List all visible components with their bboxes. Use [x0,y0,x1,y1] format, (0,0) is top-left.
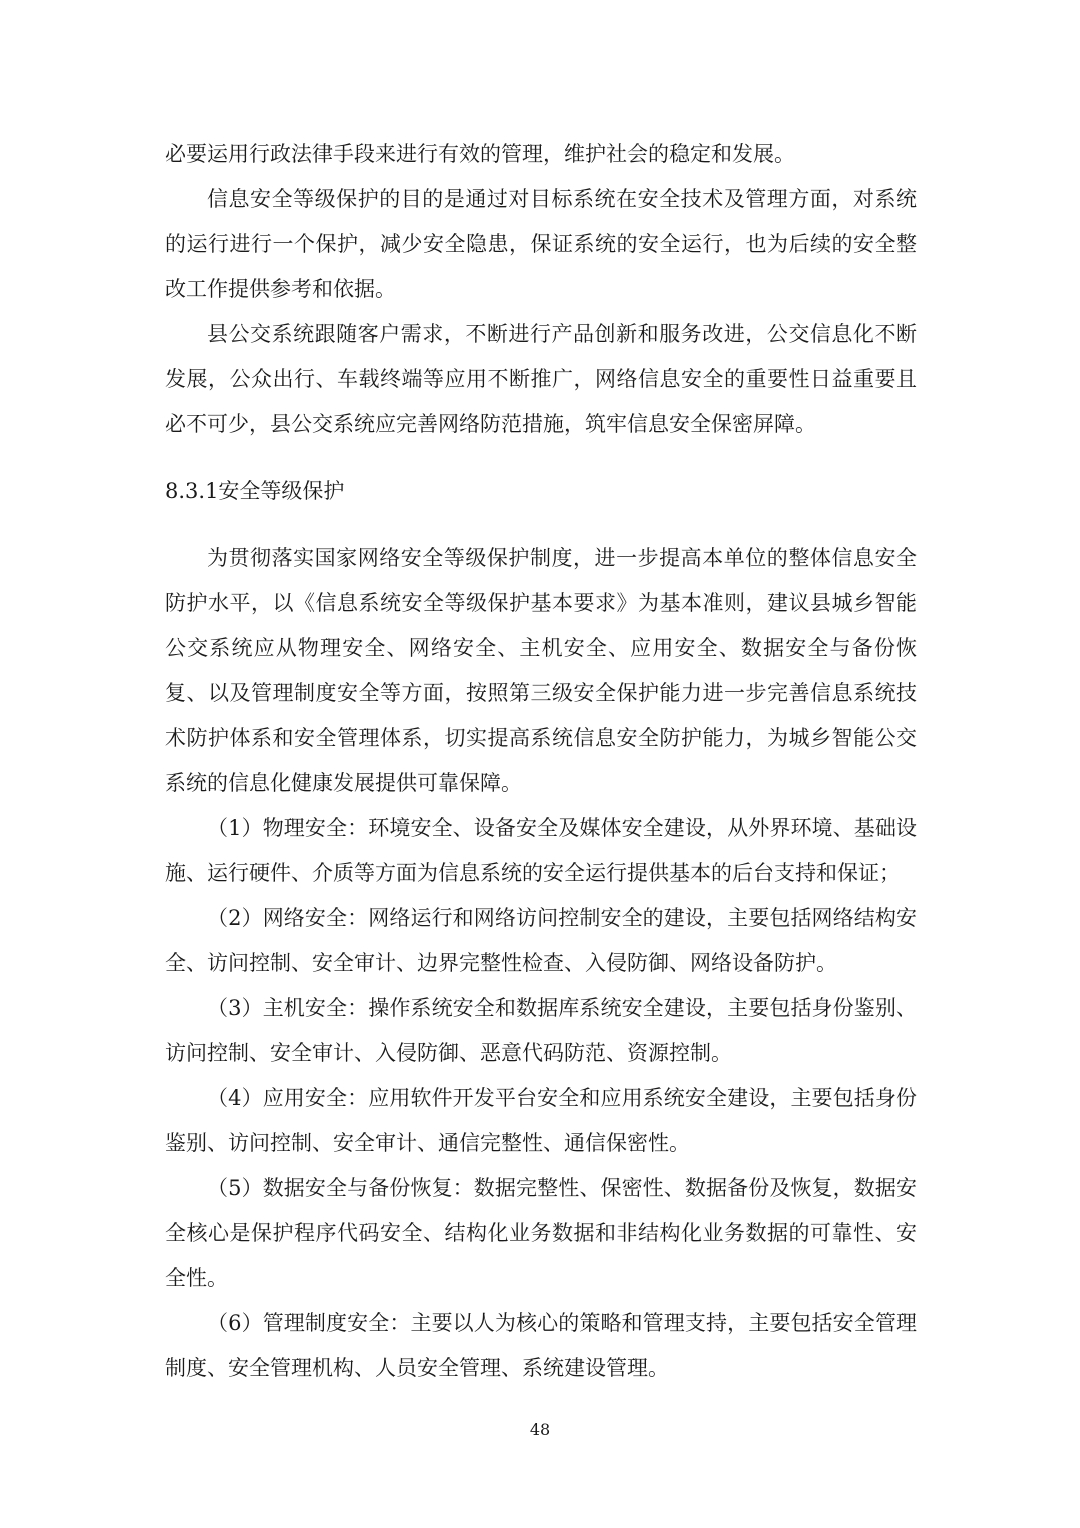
paragraph: 为贯彻落实国家网络安全等级保护制度，进一步提高本单位的整体信息安全防护水平，以《信息系统安全等级保护基本要求》为基本准则，建议县城乡智能公交系统应从物理安全、网络安全、主机安全、应用安全、数据安全与备份恢复、以及管理制度安全等方面，按照第三级安全保护能力进一步完善信息系统技术防护体系和安全管理体系，切实提高系统信息安全防护能力，为城乡智能公交系统的信息化健康发展提供可靠保障。 [165,546,917,795]
list-item: （4）应用安全：应用软件开发平台安全和应用系统安全建设，主要包括身份鉴别、访问控制、安全审计、通信完整性、通信保密性。 [165,1086,917,1155]
paragraph: 县公交系统跟随客户需求，不断进行产品创新和服务改进，公交信息化不断发展，公众出行、车载终端等应用不断推广，网络信息安全的重要性日益重要且必不可少，县公交系统应完善网络防范措施，筑牢信息安全保密屏障。 [165,322,917,436]
body-text [165,132,917,1391]
list-item: （2）网络安全：网络运行和网络访问控制安全的建设，主要包括网络结构安全、访问控制、安全审计、边界完整性检查、入侵防御、网络设备防护。 [165,906,917,975]
paragraph: 信息安全等级保护的目的是通过对目标系统在安全技术及管理方面，对系统的运行进行一个保护，减少安全隐患，保证系统的安全运行，也为后续的安全整改工作提供参考和依据。 [165,187,917,301]
section-heading: 8.3.1安全等级保护 [165,479,345,503]
list-item: （6）管理制度安全：主要以人为核心的策略和管理支持，主要包括安全管理制度、安全管理机构、人员安全管理、系统建设管理。 [165,1311,917,1380]
list-item: （3）主机安全：操作系统安全和数据库系统安全建设，主要包括身份鉴别、访问控制、安全审计、入侵防御、恶意代码防范、资源控制。 [165,996,917,1065]
page-number: 48 [529,1420,551,1439]
list-item: （1）物理安全：环境安全、设备安全及媒体安全建设，从外界环境、基础设施、运行硬件、介质等方面为信息系统的安全运行提供基本的后台支持和保证； [165,816,917,885]
list-item: （5）数据安全与备份恢复：数据完整性、保密性、数据备份及恢复，数据安全核心是保护程序代码安全、结构化业务数据和非结构化业务数据的可靠性、安全性。 [165,1176,917,1290]
paragraph: 必要运用行政法律手段来进行有效的管理，维护社会的稳定和发展。 [165,142,795,166]
